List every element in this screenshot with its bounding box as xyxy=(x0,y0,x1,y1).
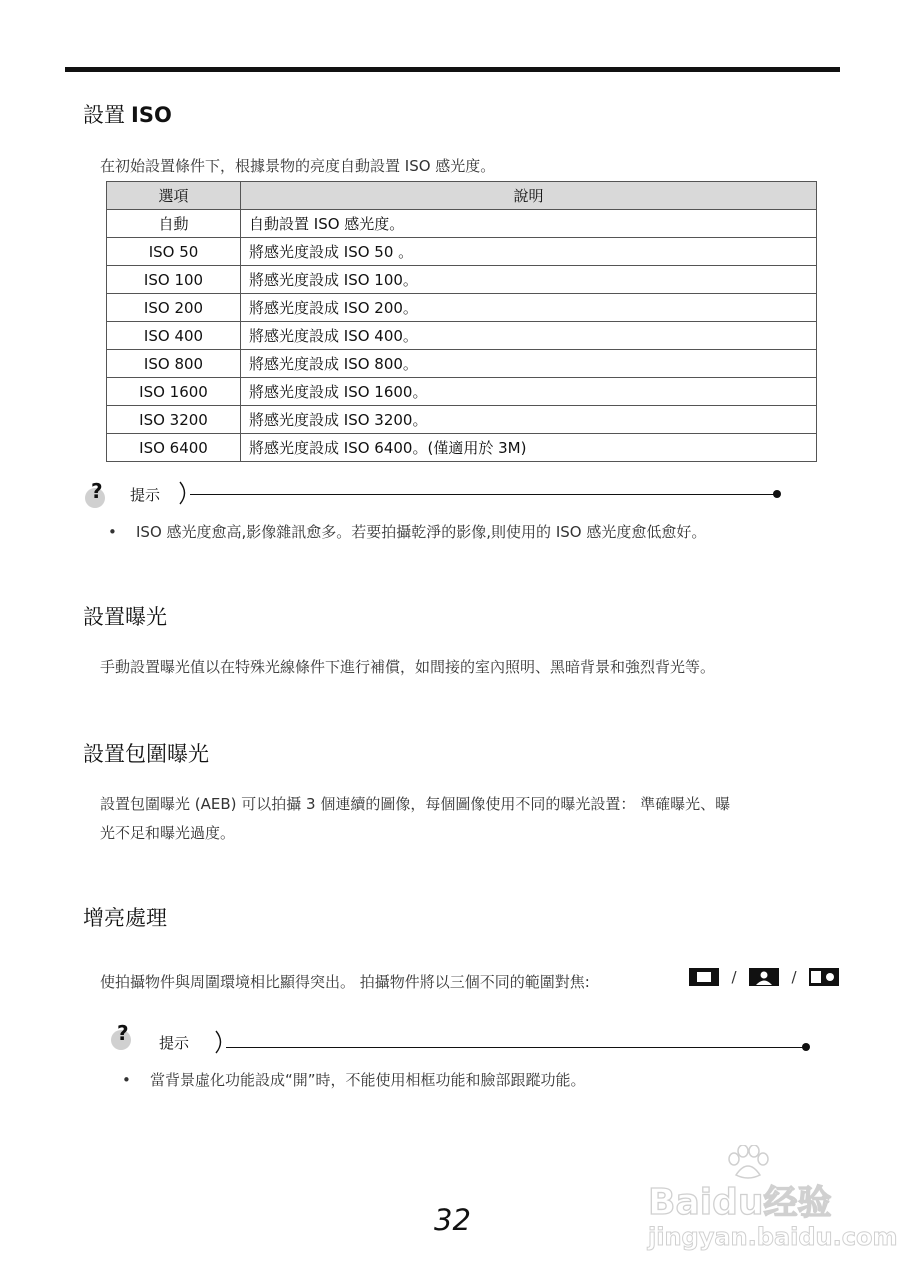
option-cell: ISO 6400 xyxy=(107,434,241,462)
iso-tip-bullet xyxy=(108,521,706,542)
tip-end-dot xyxy=(773,490,781,498)
focus-side-icon xyxy=(808,967,840,987)
iso-intro: 在初始設置條件下，根據景物的亮度自動設置 ISO 感光度。 xyxy=(100,157,496,175)
enhance-tip-text: 當背景虛化功能設成“開”時，不能使用相框功能和臉部跟蹤功能。 xyxy=(150,1071,586,1089)
option-cell: ISO 800 xyxy=(107,350,241,378)
desc-cell: 將感光度設成 ISO 3200。 xyxy=(241,406,817,434)
option-cell: ISO 400 xyxy=(107,322,241,350)
bullet-icon: • xyxy=(108,523,117,541)
header-option: 選項 xyxy=(107,182,241,210)
paw-icon xyxy=(726,1145,770,1179)
table-row xyxy=(107,350,817,378)
enhance-text: 使拍攝物件與周圍環境相比顯得突出。 拍攝物件將以三個不同的範圍對焦: xyxy=(100,973,590,991)
bullet-icon: • xyxy=(122,1071,131,1089)
focus-frame-icon xyxy=(688,967,720,987)
table-row xyxy=(107,434,817,462)
svg-text:?: ? xyxy=(117,1022,129,1045)
bracket-icon xyxy=(178,481,190,505)
aeb-text xyxy=(100,790,845,848)
option-cell: ISO 3200 xyxy=(107,406,241,434)
watermark-cn: 经验 xyxy=(763,1183,832,1223)
separator: / xyxy=(731,967,737,986)
iso-tip-text: ISO 感光度愈高,影像雜訊愈多。若要拍攝乾淨的影像,則使用的 ISO 感光度愈低愈好。 xyxy=(136,523,707,541)
top-rule xyxy=(65,67,840,72)
bracket-icon xyxy=(214,1030,226,1054)
tip-line xyxy=(226,1047,806,1048)
enhance-tip-bullet xyxy=(122,1069,586,1090)
desc-cell: 將感光度設成 ISO 200。 xyxy=(241,294,817,322)
watermark-brand-part2: du xyxy=(712,1182,764,1223)
aeb-section-title: 設置包圍曝光 xyxy=(83,742,209,766)
focus-range-icons xyxy=(688,966,840,986)
option-cell: ISO 50 xyxy=(107,238,241,266)
separator: / xyxy=(791,967,797,986)
watermark-url: jingyan.baidu.com xyxy=(648,1223,898,1251)
table-row xyxy=(107,238,817,266)
enhance-tip-header xyxy=(108,1022,812,1052)
focus-portrait-icon xyxy=(748,967,780,987)
table-row xyxy=(107,322,817,350)
desc-cell: 將感光度設成 ISO 100。 xyxy=(241,266,817,294)
table-row xyxy=(107,378,817,406)
table-row xyxy=(107,294,817,322)
question-icon xyxy=(82,480,108,510)
page-number: 32 xyxy=(434,1203,471,1237)
iso-title-latin: ISO xyxy=(131,103,172,127)
watermark-brand-part1: Bai xyxy=(648,1182,713,1223)
tip-label: 提示 xyxy=(159,1034,190,1052)
aeb-line-2: 光不足和曝光過度。 xyxy=(100,824,236,842)
aeb-line-1: 設置包圍曝光 (AEB) 可以拍攝 3 個連續的圖像，每個圖像使用不同的曝光設置： 準確曝光、曝 xyxy=(100,795,731,813)
tip-end-dot xyxy=(802,1043,810,1051)
iso-title-cn: 設置 xyxy=(83,103,125,127)
table-row xyxy=(107,266,817,294)
table-row xyxy=(107,406,817,434)
question-icon xyxy=(108,1022,134,1052)
table-row xyxy=(107,210,817,238)
desc-cell: 自動設置 ISO 感光度。 xyxy=(241,210,817,238)
option-cell: 自動 xyxy=(107,210,241,238)
desc-cell: 將感光度設成 ISO 800。 xyxy=(241,350,817,378)
header-description: 說明 xyxy=(241,182,817,210)
iso-tip-header xyxy=(82,480,782,510)
iso-section-title xyxy=(83,99,172,129)
desc-cell: 將感光度設成 ISO 6400。(僅適用於 3M) xyxy=(241,434,817,462)
enhance-section-title: 增亮處理 xyxy=(83,906,167,930)
tip-label: 提示 xyxy=(130,486,161,504)
tip-line xyxy=(190,494,776,495)
desc-cell: 將感光度設成 ISO 400。 xyxy=(241,322,817,350)
desc-cell: 將感光度設成 ISO 50 。 xyxy=(241,238,817,266)
svg-text:?: ? xyxy=(91,480,103,503)
exposure-section-title: 設置曝光 xyxy=(83,605,167,629)
iso-options-table xyxy=(106,181,817,462)
option-cell: ISO 200 xyxy=(107,294,241,322)
exposure-text: 手動設置曝光值以在特殊光線條件下進行補償，如間接的室內照明、黑暗背景和強烈背光等。 xyxy=(100,658,716,676)
desc-cell: 將感光度設成 ISO 1600。 xyxy=(241,378,817,406)
option-cell: ISO 100 xyxy=(107,266,241,294)
table-header-row xyxy=(107,182,817,210)
option-cell: ISO 1600 xyxy=(107,378,241,406)
